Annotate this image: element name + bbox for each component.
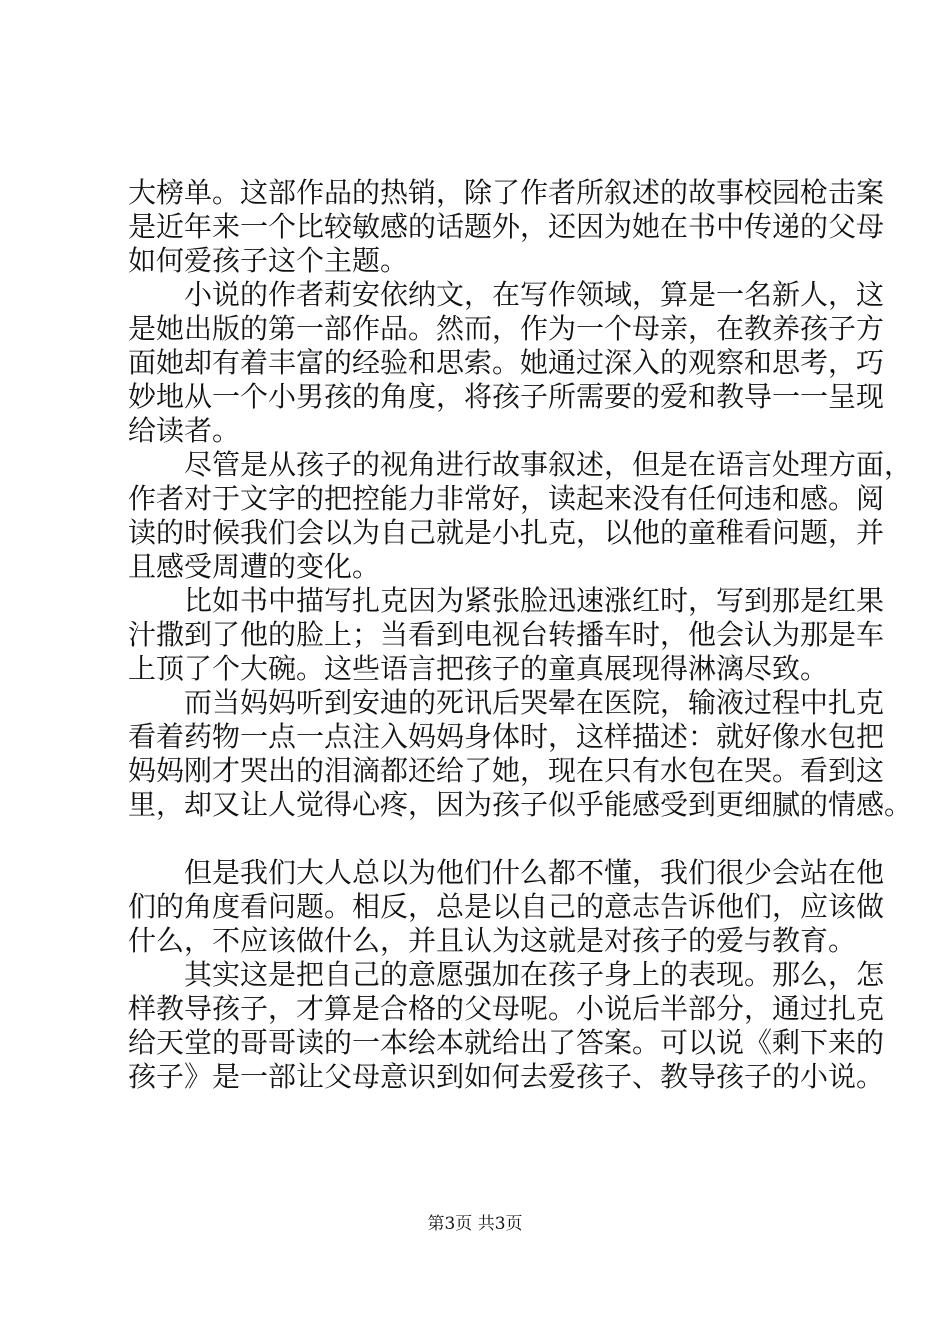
text-line: 给天堂的哥哥读的一本绘本就给出了答案。可以说《剩下来的 [128, 1026, 885, 1059]
text-line: 尽管是从孩子的视角进行故事叙述，但是在语言处理方面， [184, 448, 913, 481]
text-line: 孩子》是一部让父母意识到如何去爱孩子、教导孩子的小说。 [128, 1060, 885, 1093]
text-line: 什么，不应该做什么，并且认为这就是对孩子的爱与教育。 [128, 924, 857, 957]
text-line: 汁撒到了他的脸上；当看到电视台转播车时，他会认为那是车 [128, 618, 885, 651]
text-line: 且感受周遭的变化。 [128, 550, 381, 583]
text-line: 小说的作者莉安依纳文，在写作领域，算是一名新人，这 [184, 278, 885, 311]
text-line: 大榜单。这部作品的热销，除了作者所叙述的故事校园枪击案 [128, 176, 885, 209]
text-line: 看着药物一点一点注入妈妈身体时，这样描述：就好像水包把 [128, 720, 885, 753]
text-line: 而当妈妈听到安迪的死讯后哭晕在医院，输液过程中扎克 [184, 686, 885, 719]
text-line: 但是我们大人总以为他们什么都不懂，我们很少会站在他 [184, 856, 885, 889]
text-line: 样教导孩子，才算是合格的父母呢。小说后半部分，通过扎克 [128, 992, 885, 1025]
text-line: 面她却有着丰富的经验和思索。她通过深入的观察和思考，巧 [128, 346, 885, 379]
page-footer: 第3页 共3页 [427, 1214, 523, 1234]
text-line: 作者对于文字的把控能力非常好，读起来没有任何违和感。阅 [128, 482, 885, 515]
text-line: 比如书中描写扎克因为紧张脸迅速涨红时，写到那是红果 [184, 584, 885, 617]
text-line: 们的角度看问题。相反，总是以自己的意志告诉他们，应该做 [128, 890, 885, 923]
text-line: 读的时候我们会以为自己就是小扎克，以他的童稚看问题，并 [128, 516, 885, 549]
text-line: 给读者。 [128, 414, 241, 447]
text-line: 是她出版的第一部作品。然而，作为一个母亲，在教养孩子方 [128, 312, 885, 345]
text-line: 妈妈刚才哭出的泪滴都还给了她，现在只有水包在哭。看到这 [128, 754, 885, 787]
text-line: 其实这是把自己的意愿强加在孩子身上的表现。那么，怎 [184, 958, 885, 991]
text-line: 妙地从一个小男孩的角度，将孩子所需要的爱和教导一一呈现 [128, 380, 885, 413]
text-line: 里，却又让人觉得心疼，因为孩子似乎能感受到更细腻的情感。 [128, 788, 913, 821]
text-line: 如何爱孩子这个主题。 [128, 244, 409, 277]
text-line: 上顶了个大碗。这些语言把孩子的童真展现得淋漓尽致。 [128, 652, 829, 685]
text-line: 是近年来一个比较敏感的话题外，还因为她在书中传递的父母 [128, 210, 885, 243]
